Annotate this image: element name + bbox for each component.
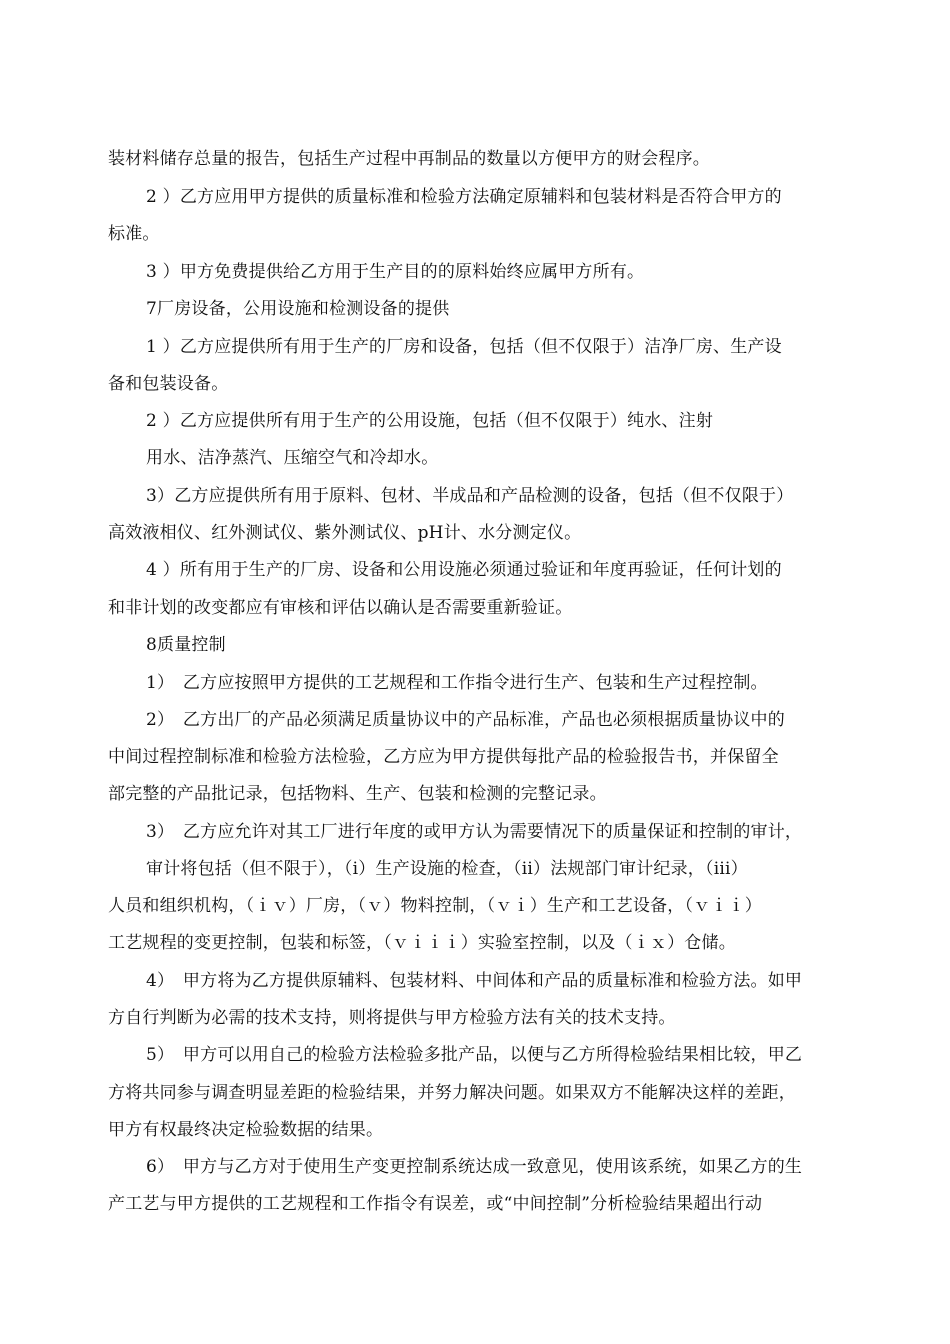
paragraph-line: 中间过程控制标准和检验方法检验，乙方应为甲方提供每批产品的检验报告书，并保留全: [108, 747, 779, 767]
paragraph-line: 方将共同参与调查明显差距的检验结果，并努力解决问题。如果双方不能解决这样的差距，: [108, 1083, 796, 1103]
paragraph-line: 3）乙方应提供所有用于原料、包材、半成品和产品检测的设备，包括（但不仅限于）: [146, 486, 794, 506]
paragraph-line: 高效液相仪、红外测试仪、紫外测试仪、pH计、水分测定仪。: [108, 523, 582, 543]
paragraph-line: 1 ）乙方应提供所有用于生产的厂房和设备，包括（但不仅限于）洁净厂房、生产设: [146, 337, 782, 357]
paragraph-line: 和非计划的改变都应有审核和评估以确认是否需要重新验证。: [108, 598, 573, 618]
paragraph-line: 4 ）所有用于生产的厂房、设备和公用设施必须通过验证和年度再验证，任何计划的: [146, 560, 782, 580]
paragraph-line: 标准。: [108, 224, 160, 244]
section-heading: 8质量控制: [146, 635, 226, 655]
paragraph-line: 1） 乙方应按照甲方提供的工艺规程和工作指令进行生产、包装和生产过程控制。: [146, 673, 768, 693]
paragraph-line: 3 ）甲方免费提供给乙方用于生产目的的原料始终应属甲方所有。: [146, 262, 645, 282]
paragraph-line: 备和包装设备。: [108, 374, 229, 394]
paragraph-line: 方自行判断为必需的技术支持，则将提供与甲方检验方法有关的技术支持。: [108, 1008, 676, 1028]
paragraph-line: 6） 甲方与乙方对于使用生产变更控制系统达成一致意见，使用该系统，如果乙方的生: [146, 1157, 803, 1177]
paragraph-line: 部完整的产品批记录，包括物料、生产、包装和检测的完整记录。: [108, 784, 607, 804]
paragraph-line: 2 ）乙方应提供所有用于生产的公用设施，包括（但不仅限于）纯水、注射: [146, 411, 714, 431]
paragraph-line: 审计将包括（但不限于），（i）生产设施的检查，（ii）法规部门审计纪录，（iii）: [146, 859, 748, 879]
paragraph-line: 装材料储存总量的报告，包括生产过程中再制品的数量以方便甲方的财会程序。: [108, 149, 710, 169]
paragraph-line: 人员和组织机构，（ｉｖ）厂房，（ｖ）物料控制，（ｖｉ）生产和工艺设备，（ｖｉｉ）: [108, 896, 762, 916]
section-heading: 7厂房设备，公用设施和检测设备的提供: [146, 299, 450, 319]
paragraph-line: 3） 乙方应允许对其工厂进行年度的或甲方认为需要情况下的质量保证和控制的审计，: [146, 822, 803, 842]
paragraph-line: 产工艺与甲方提供的工艺规程和工作指令有误差，或“中间控制”分析检验结果超出行动: [108, 1194, 763, 1214]
paragraph-line: 5） 甲方可以用自己的检验方法检验多批产品，以便与乙方所得检验结果相比较，甲乙: [146, 1045, 803, 1065]
paragraph-line: 甲方有权最终决定检验数据的结果。: [108, 1120, 384, 1140]
paragraph-line: 2 ）乙方应用甲方提供的质量标准和检验方法确定原辅料和包装材料是否符合甲方的: [146, 187, 782, 207]
paragraph-line: 工艺规程的变更控制，包装和标签，（ｖｉｉｉ）实验室控制，以及（ｉｘ）仓储。: [108, 933, 736, 953]
paragraph-line: 2） 乙方出厂的产品必须满足质量协议中的产品标准，产品也必须根据质量协议中的: [146, 710, 785, 730]
paragraph-line: 用水、洁净蒸汽、压缩空气和冷却水。: [146, 448, 439, 468]
paragraph-line: 4） 甲方将为乙方提供原辅料、包装材料、中间体和产品的质量标准和检验方法。如甲: [146, 971, 803, 991]
